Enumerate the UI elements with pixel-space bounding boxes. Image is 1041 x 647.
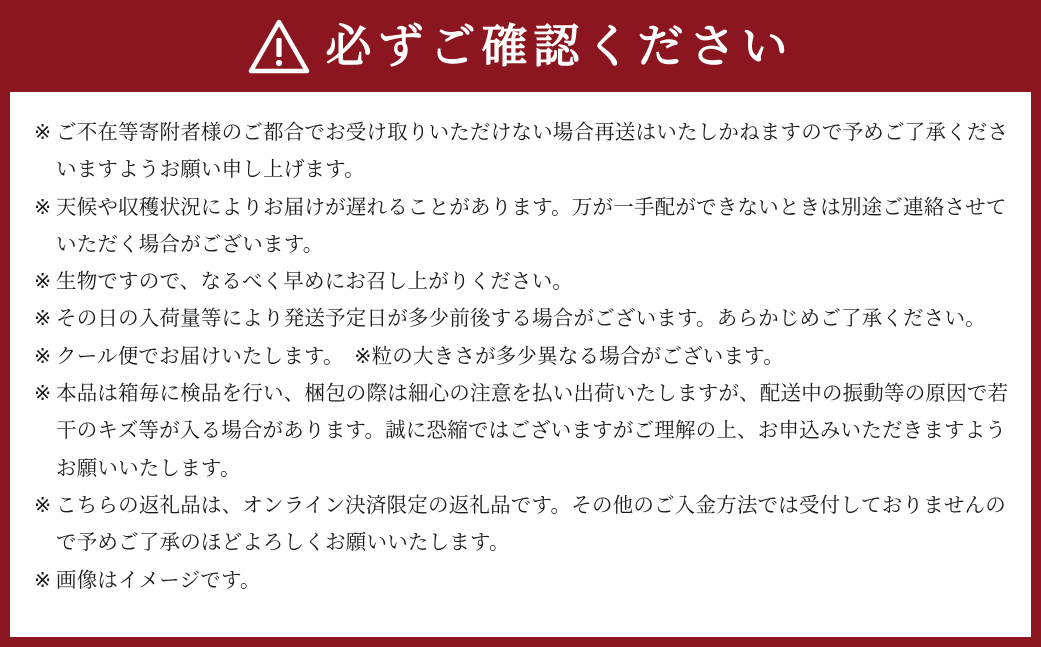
bullet-mark: ※ — [34, 270, 52, 294]
list-item — [34, 338, 1011, 375]
notice-header — [0, 0, 1041, 92]
list-item — [34, 263, 1011, 300]
list-item — [34, 114, 1011, 189]
warning-triangle-icon — [248, 19, 310, 75]
list-item — [34, 189, 1011, 264]
list-item — [34, 300, 1011, 337]
list-item-text: クール便でお届けいたします。 ※粒の大きさが多少異なる場合がございます。 — [56, 344, 784, 368]
list-item-text: 天候や収穫状況によりお届けが遅れることがあります。万が一手配ができないときは別途ご連絡させていただく場合がございます。 — [56, 195, 1007, 256]
bullet-mark: ※ — [34, 493, 52, 517]
bullet-mark: ※ — [34, 344, 52, 368]
list-item — [34, 562, 1011, 599]
list-item-text: こちらの返礼品は、オンライン決済限定の返礼品です。その他のご入金方法では受付しておりませんので予めご了承のほどよろしくお願いいたします。 — [56, 493, 1006, 555]
list-item-text: ご不在等寄附者様のご都合でお受け取りいただけない場合再送はいたしかねますので予めご了承くださいますようお願い申し上げます。 — [56, 121, 1009, 182]
bullet-mark: ※ — [34, 382, 52, 406]
list-item-text: 画像はイメージです。 — [56, 568, 261, 592]
notice-list — [34, 114, 1011, 599]
list-item-text: 生物ですので、なるべく早めにお召し上がりください。 — [56, 270, 574, 294]
bullet-mark: ※ — [34, 195, 52, 219]
bullet-mark: ※ — [34, 568, 52, 592]
notice-body — [10, 92, 1031, 637]
bullet-mark: ※ — [34, 121, 52, 144]
list-item — [34, 487, 1011, 562]
list-item-text: その日の入荷量等により発送予定日が多少前後する場合がございます。あらかじめご了承ください。 — [56, 307, 986, 331]
list-item — [34, 375, 1011, 487]
bullet-mark: ※ — [34, 307, 52, 331]
list-item-text: 本品は箱毎に検品を行い、梱包の際は細心の注意を払い出荷いたしますが、配送中の振動等の原因で若干のキズ等が入る場合があります。誠に恐縮ではございますがご理解の上、お申込みいただきますようお願いいたします。 — [56, 382, 1009, 480]
page-title: 必ずご確認ください — [325, 20, 794, 72]
